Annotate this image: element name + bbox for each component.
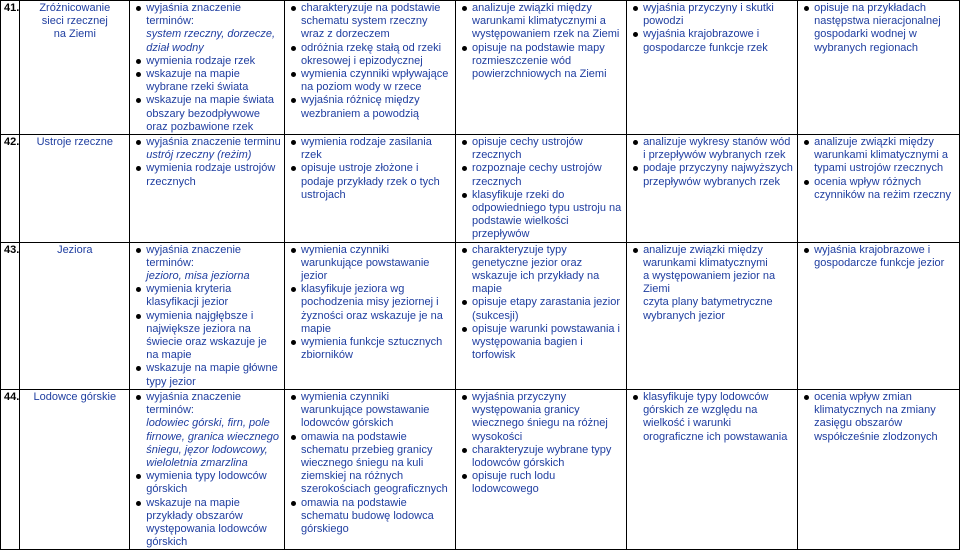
topic-line: sieci rzecznej xyxy=(41,15,108,28)
list-item: wymienia czynniki warunkujące powstawanie lodowców górskich xyxy=(301,391,452,431)
list-item: charakteryzuje wybrane typy lodowców górskich xyxy=(472,444,623,470)
list-item: wyjaśnia różnicę między wezbraniem a powodzią xyxy=(301,94,452,120)
list-item-terms: ustrój rzeczny (reżim) xyxy=(146,149,252,162)
topic-line: Lodowce górskie xyxy=(33,390,117,403)
list-item: opisuje cechy ustrojów rzecznych xyxy=(472,136,623,162)
list-item: opisuje na podstawie mapy rozmieszczenie wód powierzchniowych na Ziemi xyxy=(472,42,623,82)
list-item: omawia na podstawie schematu przebieg granicy wiecznego śniegu na kuli ziemskiej na różnych szerokościach geograficznych xyxy=(301,431,452,497)
list-item: wymienia typy lodowców górskich xyxy=(146,470,281,496)
list-item-continuation: a występowaniem jezior na Ziemi xyxy=(643,270,776,296)
topic-line: Zróżnicowanie xyxy=(39,2,111,14)
list-item: wyjaśnia znaczenie terminów: xyxy=(146,2,281,28)
topic-line: Ustroje rzeczne xyxy=(36,136,113,149)
row-number xyxy=(1,1,20,135)
list-item: podaje przyczyny najwyższych przepływów wybranych rzek xyxy=(643,162,793,188)
requirements-extended xyxy=(285,135,456,243)
list-item: analizuje związki między warunkami klimatycznymi a typami ustrojów rzecznych xyxy=(814,136,956,176)
list-item: omawia na podstawie schematu budowę lodowca górskiego xyxy=(301,497,452,537)
list-item: wskazuje na mapie wybrane rzeki świata xyxy=(146,68,281,94)
list-item: wymienia rodzaje ustrojów rzecznych xyxy=(146,162,281,188)
list-item: wymienia funkcje sztucznych zbiorników xyxy=(301,336,452,362)
requirements-extended xyxy=(285,1,456,135)
requirements-complex xyxy=(456,389,627,549)
list-item: wyjaśnia znaczenie terminu xyxy=(146,136,281,149)
list-item: charakteryzuje na podstawie schematu system rzeczny wraz z dorzeczem xyxy=(301,2,452,42)
row-number xyxy=(1,135,20,243)
topic-line: Jeziora xyxy=(57,243,93,256)
list-item: wyjaśnia znaczenie terminów: xyxy=(146,244,281,270)
list-item: wymienia czynniki wpływające na poziom wody w rzece xyxy=(301,68,452,94)
requirements-extended xyxy=(285,389,456,549)
list-item: klasyfikuje rzeki do odpowiedniego typu ustroju na podstawie wielkości przepływów xyxy=(472,188,622,241)
list-item-terms: system rzeczny, dorzecze, dział wodny xyxy=(146,28,276,54)
list-item: wymienia czynniki warunkujące powstawanie jezior xyxy=(301,244,452,284)
requirements-complex xyxy=(456,135,627,243)
list-item: wskazuje na mapie główne typy jezior xyxy=(146,362,281,388)
topic-cell xyxy=(20,1,130,135)
row-number xyxy=(1,242,20,389)
list-item-continuation: czyta plany batymetryczne wybranych jezior xyxy=(643,296,773,322)
requirements-complex xyxy=(456,242,627,389)
requirements-excellent xyxy=(798,389,960,549)
list-item: odróżnia rzekę stałą od rzeki okresowej i epizodycznej xyxy=(301,42,452,68)
requirements-basic xyxy=(130,135,285,243)
requirements-advanced xyxy=(627,242,798,389)
requirements-basic xyxy=(130,389,285,549)
list-item: analizuje wykresy stanów wód i przepływów wybranych rzek xyxy=(643,136,794,162)
list-item: wymienia rodzaje rzek xyxy=(146,55,281,68)
list-item: analizuje związki między warunkami klimatycznymi xyxy=(643,244,794,270)
list-item: ocenia wpływ różnych czynników na reżim rzeczny xyxy=(814,176,956,202)
list-item: ocenia wpływ zmian klimatycznych na zmiany zasięgu obszarów współcześnie zlodzonych xyxy=(814,391,956,444)
row-number-text: 44. xyxy=(4,390,20,403)
topic-line: na Ziemi xyxy=(53,28,96,41)
topic-cell xyxy=(20,389,130,549)
requirements-advanced xyxy=(627,1,798,135)
list-item: wyjaśnia znaczenie terminów: xyxy=(146,391,281,417)
list-item: opisuje warunki powstawania i występowania bagien i torfowisk xyxy=(472,323,623,363)
topic-cell xyxy=(20,135,130,243)
list-item: wymienia rodzaje zasilania rzek xyxy=(301,136,452,162)
list-item-terms: lodowiec górski, firn, pole firnowe, granica wiecznego śniegu, jęzor lodowcowy, wieloletnia zmarzlina xyxy=(146,417,279,469)
list-item: klasyfikuje jeziora wg pochodzenia misy jeziornej i żyzności oraz wskazuje je na mapie xyxy=(301,283,452,336)
requirements-excellent xyxy=(798,135,960,243)
row-number-text: 42. xyxy=(4,136,20,149)
list-item: wyjaśnia przyczyny i skutki powodzi xyxy=(643,2,794,28)
list-item: opisuje etapy zarastania jezior (sukcesji) xyxy=(472,296,623,322)
list-item: charakteryzuje typy genetyczne jezior oraz wskazuje ich przykłady na mapie xyxy=(472,244,623,297)
row-number-text: 43. xyxy=(4,243,20,256)
table-row-41 xyxy=(1,1,960,135)
list-item: wymienia kryteria klasyfikacji jezior xyxy=(146,283,281,309)
list-item: wskazuje na mapie przykłady obszarów występowania lodowców górskich xyxy=(146,497,281,550)
table-row-42 xyxy=(1,135,960,243)
requirements-complex xyxy=(456,1,627,135)
list-item: wyjaśnia krajobrazowe i gospodarcze funkcje jezior xyxy=(814,244,956,270)
requirements-advanced xyxy=(627,389,798,549)
requirements-excellent xyxy=(798,242,960,389)
requirements-excellent xyxy=(798,1,960,135)
requirements-advanced xyxy=(627,135,798,243)
topic-cell xyxy=(20,242,130,389)
list-item: opisuje ustroje złożone i podaje przykłady rzek o tych ustrojach xyxy=(301,162,452,202)
requirements-basic xyxy=(130,1,285,135)
list-item: analizuje związki między warunkami klimatycznymi a występowaniem rzek na Ziemi xyxy=(472,2,623,42)
list-item: wskazuje na mapie świata obszary bezodpływowe oraz pozbawione rzek xyxy=(146,94,281,134)
list-item: wyjaśnia przyczyny występowania granicy wiecznego śniegu na różnej wysokości xyxy=(472,391,623,444)
row-number-text: 41. xyxy=(4,2,20,14)
list-item: opisuje na przykładach następstwa nieracjonalnej gospodarki wodnej w wybranych regionach xyxy=(814,2,956,55)
list-item: rozpoznaje cechy ustrojów rzecznych xyxy=(472,162,623,188)
list-item-terms: jezioro, misa jeziorna xyxy=(146,270,250,283)
list-item: opisuje ruch lodu lodowcowego xyxy=(472,470,623,496)
requirements-basic xyxy=(130,242,285,389)
table-row-43 xyxy=(1,242,960,389)
list-item: klasyfikuje typy lodowców górskich ze względu na wielkość i warunki orograficzne ich powstawania xyxy=(643,391,794,444)
requirements-extended xyxy=(285,242,456,389)
row-number xyxy=(1,389,20,549)
table-row-44 xyxy=(1,389,960,549)
list-item: wyjaśnia krajobrazowe i gospodarcze funkcje rzek xyxy=(643,28,794,54)
list-item: wymienia najgłębsze i największe jeziora na świecie oraz wskazuje je na mapie xyxy=(146,310,281,363)
